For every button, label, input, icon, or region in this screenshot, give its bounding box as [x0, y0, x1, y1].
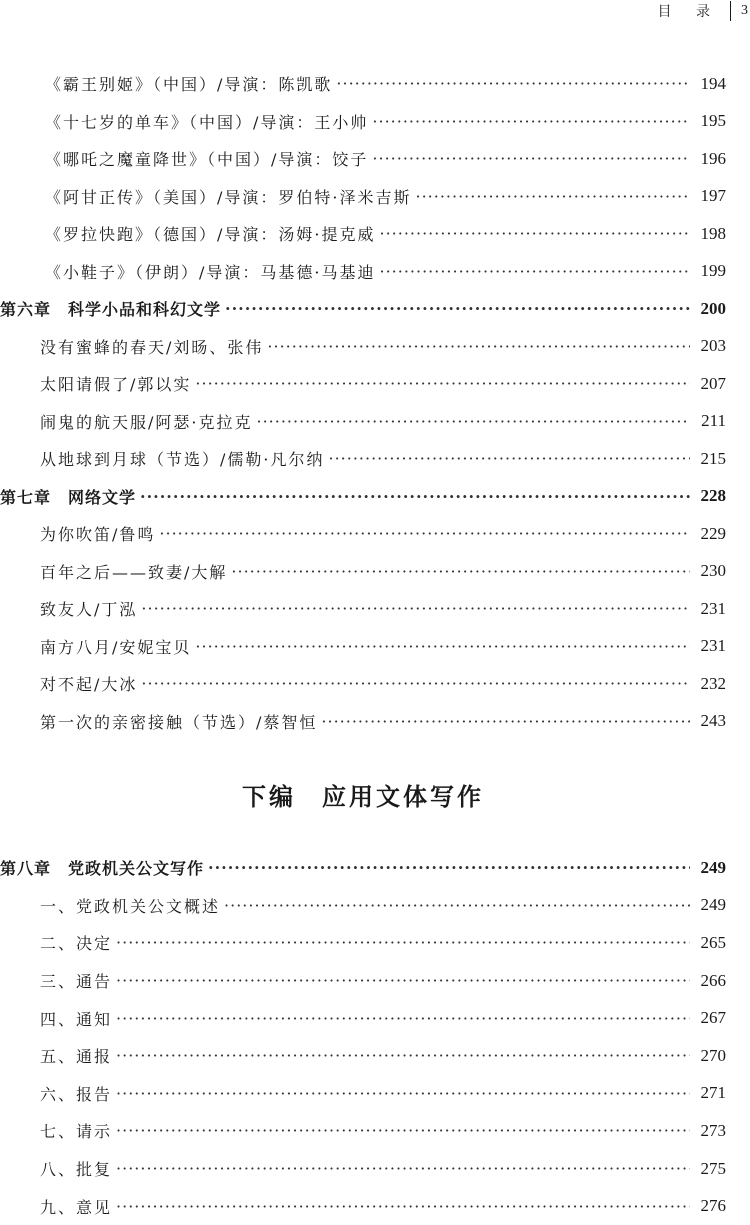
toc-entry-page: 211 — [701, 411, 726, 431]
dot-leader — [415, 187, 690, 206]
toc-entry-title: 九、意见 — [40, 1197, 113, 1217]
toc-entry-page: 195 — [700, 111, 726, 131]
toc-entry-title: 八、批复 — [40, 1160, 113, 1180]
dot-leader — [116, 1159, 690, 1178]
dot-leader — [195, 637, 690, 656]
toc-entry-title: 一、党政机关公文概述 — [40, 896, 221, 916]
header-label: 目 录 — [657, 4, 720, 20]
dot-leader — [379, 224, 690, 243]
toc-entry-page: 194 — [700, 73, 726, 93]
toc-entry[interactable] — [0, 440, 726, 478]
toc-entry-page: 231 — [700, 598, 726, 618]
dot-leader — [195, 374, 690, 393]
toc-entry-page: 271 — [700, 1083, 726, 1103]
dot-leader — [224, 896, 690, 915]
dot-leader — [140, 487, 690, 506]
dot-leader — [328, 449, 690, 468]
toc-entry-page: 196 — [700, 148, 726, 168]
toc-entry-title: 第七章 网络文学 — [0, 487, 137, 507]
toc-entry-page: 229 — [700, 523, 726, 543]
toc-entry-title: 《小鞋子》（伊朗）/导演：马基德·马基迪 — [45, 262, 376, 282]
toc-entry-title: 南方八月/安妮宝贝 — [40, 637, 192, 657]
toc-entry[interactable] — [0, 1075, 726, 1113]
toc-entry[interactable] — [0, 553, 726, 591]
dot-leader — [116, 971, 690, 990]
toc-entry[interactable] — [0, 65, 726, 103]
toc-entry[interactable] — [0, 962, 726, 1000]
toc-entry-page: 249 — [700, 895, 726, 915]
toc-entry[interactable] — [0, 703, 726, 741]
toc-entry-title: 致友人/丁泓 — [40, 600, 138, 620]
toc-entry[interactable] — [0, 328, 726, 366]
toc-entry-title: 第六章 科学小品和科幻文学 — [0, 300, 222, 320]
dot-leader — [116, 1009, 690, 1028]
toc-entry-page: 215 — [700, 448, 726, 468]
toc-chapter-entry[interactable] — [0, 290, 726, 328]
toc-entry[interactable] — [0, 1112, 726, 1150]
dot-leader — [116, 1084, 690, 1103]
header-separator — [730, 1, 731, 21]
toc-entry-page: 249 — [700, 857, 726, 877]
toc-entry-title: 四、通知 — [40, 1009, 113, 1029]
toc-entry-title: 太阳请假了/郭以实 — [40, 375, 192, 395]
dot-leader — [159, 524, 690, 543]
toc-entry[interactable] — [0, 215, 726, 253]
toc-entry-title: 七、请示 — [40, 1122, 113, 1142]
dot-leader — [256, 412, 690, 431]
toc-entry-title: 三、通告 — [40, 972, 113, 992]
toc-entry-title: 《十七岁的单车》（中国）/导演：王小帅 — [45, 112, 369, 132]
dot-leader — [141, 599, 690, 618]
toc-chapter-entry[interactable] — [0, 478, 726, 516]
running-header — [658, 0, 750, 22]
toc-entry-page: 203 — [700, 336, 726, 356]
toc-entry-page: 228 — [700, 486, 726, 506]
toc-entry-title: 从地球到月球（节选）/儒勒·凡尔纳 — [40, 450, 325, 470]
toc-entry-page: 276 — [700, 1196, 726, 1216]
toc-entry[interactable] — [0, 999, 726, 1037]
toc-entry-title: 第八章 党政机关公文写作 — [0, 859, 205, 879]
toc-entry[interactable] — [0, 628, 726, 666]
toc-entry-page: 267 — [700, 1008, 726, 1028]
toc-entry[interactable] — [0, 924, 726, 962]
dot-leader — [116, 1197, 690, 1216]
toc-entry-title: 《哪吒之魔童降世》（中国）/导演：饺子 — [45, 150, 369, 170]
toc-entry-title: 为你吹笛/鲁鸣 — [40, 525, 156, 545]
dot-leader — [372, 112, 690, 131]
toc-entry[interactable] — [0, 178, 726, 216]
toc-entry[interactable] — [0, 1150, 726, 1188]
toc-entry[interactable] — [0, 140, 726, 178]
toc-entry[interactable] — [0, 887, 726, 925]
toc-entry[interactable] — [0, 1187, 726, 1225]
toc-entry-title: 六、报告 — [40, 1084, 113, 1104]
dot-leader — [336, 74, 690, 93]
dot-leader — [116, 1121, 690, 1140]
dot-leader — [116, 1046, 690, 1065]
toc-entry-title: 五、通报 — [40, 1047, 113, 1067]
toc-entry-title: 《罗拉快跑》（德国）/导演：汤姆·提克威 — [45, 225, 376, 245]
toc-entry-page: 265 — [700, 932, 726, 952]
dot-leader — [372, 149, 690, 168]
toc-entry-title: 二、决定 — [40, 934, 113, 954]
toc-entry-page: 243 — [700, 711, 726, 731]
toc-entry-page: 231 — [700, 636, 726, 656]
toc-entry-title: 《霸王别姬》（中国）/导演：陈凯歌 — [45, 75, 333, 95]
toc-entry-page: 270 — [700, 1045, 726, 1065]
toc-entry[interactable] — [0, 1037, 726, 1075]
toc-entry-page: 273 — [700, 1120, 726, 1140]
toc-entry-page: 207 — [700, 373, 726, 393]
toc-entry-page: 198 — [700, 223, 726, 243]
dot-leader — [231, 562, 690, 581]
dot-leader — [141, 674, 690, 693]
toc-entry[interactable] — [0, 665, 726, 703]
toc-entry[interactable] — [0, 590, 726, 628]
dot-leader — [116, 933, 690, 952]
dot-leader — [225, 299, 690, 318]
toc-entry-page: 232 — [700, 673, 726, 693]
toc-entry[interactable] — [0, 515, 726, 553]
header-page-number: 3 — [741, 3, 748, 18]
part-label: 下编 — [242, 782, 296, 811]
toc-entry-page: 200 — [700, 298, 726, 318]
toc-entry-title: 没有蜜蜂的春天/刘旸、张伟 — [40, 337, 264, 357]
toc-entry[interactable] — [0, 403, 726, 441]
toc-entry-page: 266 — [700, 970, 726, 990]
dot-leader — [379, 262, 690, 281]
toc-entry-title: 闹鬼的航天服/阿瑟·克拉克 — [40, 412, 253, 432]
dot-leader — [267, 337, 690, 356]
toc-entry-title: 百年之后——致妻/大解 — [40, 562, 228, 582]
toc-entry-page: 230 — [700, 561, 726, 581]
toc-chapter-entry[interactable] — [0, 849, 726, 887]
toc-entry-title: 第一次的亲密接触（节选）/蔡智恒 — [40, 712, 318, 732]
toc-entry-page: 275 — [700, 1158, 726, 1178]
part-title — [0, 777, 726, 812]
dot-leader — [321, 712, 690, 731]
toc-entry-title: 对不起/大冰 — [40, 675, 138, 695]
toc-entry-page: 199 — [700, 261, 726, 281]
part-name: 应用文体写作 — [322, 782, 484, 811]
toc-section-upper — [0, 65, 726, 740]
toc-entry-page: 197 — [700, 186, 726, 206]
dot-leader — [208, 858, 690, 877]
toc-entry-title: 《阿甘正传》（美国）/导演：罗伯特·泽米吉斯 — [45, 187, 412, 207]
toc-entry[interactable] — [0, 253, 726, 291]
toc-section-lower — [0, 849, 726, 1225]
toc-entry[interactable] — [0, 103, 726, 141]
toc-entry[interactable] — [0, 365, 726, 403]
